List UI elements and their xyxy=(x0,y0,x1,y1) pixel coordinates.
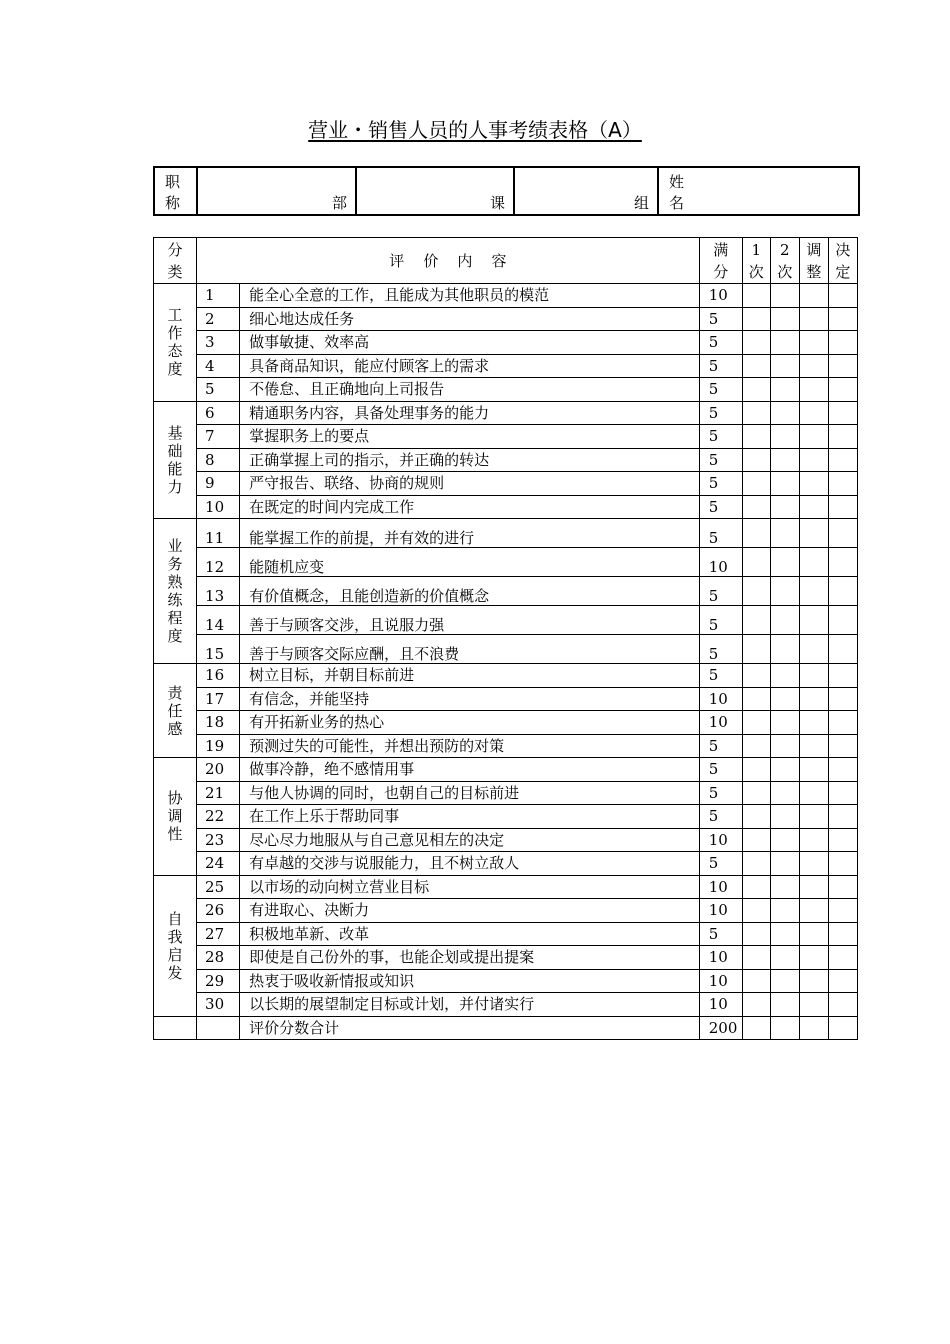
second-eval-cell[interactable] xyxy=(770,635,799,664)
full-score: 5 xyxy=(699,519,742,548)
item-number: 27 xyxy=(197,922,240,946)
decision-cell[interactable] xyxy=(828,969,857,993)
adjust-cell[interactable] xyxy=(799,401,828,425)
item-number: 29 xyxy=(197,969,240,993)
item-number: 19 xyxy=(197,734,240,758)
first-eval-cell[interactable] xyxy=(742,805,770,829)
second-eval-cell[interactable] xyxy=(770,899,799,923)
item-text: 不倦怠、且正确地向上司报告 xyxy=(240,378,700,402)
table-row xyxy=(154,284,858,308)
decision-cell[interactable] xyxy=(828,519,857,548)
second-eval-cell[interactable] xyxy=(770,805,799,829)
item-text: 能全心全意的工作，且能成为其他职员的模范 xyxy=(240,284,700,308)
first-eval-cell[interactable] xyxy=(742,548,770,577)
first-eval-cell[interactable] xyxy=(742,472,770,496)
full-score: 5 xyxy=(699,354,742,378)
decision-cell[interactable] xyxy=(828,899,857,923)
second-eval-cell[interactable] xyxy=(770,548,799,577)
adjust-cell[interactable] xyxy=(799,875,828,899)
item-text: 与他人协调的同时，也朝自己的目标前进 xyxy=(240,781,700,805)
total-score: 200 xyxy=(699,1016,742,1040)
full-score: 5 xyxy=(699,448,742,472)
decision-cell[interactable] xyxy=(828,781,857,805)
category-cell xyxy=(154,875,197,1016)
full-score: 5 xyxy=(699,606,742,635)
adjust-cell[interactable] xyxy=(799,635,828,664)
category-cell xyxy=(154,664,197,758)
category-char: 态 xyxy=(167,342,183,361)
adjust-cell[interactable] xyxy=(799,425,828,449)
first-eval-cell[interactable] xyxy=(742,922,770,946)
table-row xyxy=(154,946,858,970)
full-score: 5 xyxy=(699,805,742,829)
item-number: 6 xyxy=(197,401,240,425)
full-score: 5 xyxy=(699,852,742,876)
second-eval-cell[interactable] xyxy=(770,519,799,548)
category-char: 感 xyxy=(167,719,183,738)
first-eval-cell[interactable] xyxy=(742,993,770,1017)
item-text: 有卓越的交涉与说服能力，且不树立敌人 xyxy=(240,852,700,876)
position-label: 职 称 xyxy=(154,167,197,215)
header-full-score: 满 分 xyxy=(699,238,742,284)
item-number: 10 xyxy=(197,495,240,519)
item-number: 12 xyxy=(197,548,240,577)
full-score: 10 xyxy=(699,946,742,970)
table-row xyxy=(154,635,858,664)
second-eval-cell[interactable] xyxy=(770,401,799,425)
item-number: 3 xyxy=(197,331,240,355)
group-field[interactable]: 组 xyxy=(514,167,658,215)
category-char: 练 xyxy=(167,591,183,609)
form-title: 营业・销售人员的人事考绩表格（A） xyxy=(308,118,642,142)
decision-cell[interactable] xyxy=(828,401,857,425)
first-eval-cell[interactable] xyxy=(742,519,770,548)
decision-cell[interactable] xyxy=(828,495,857,519)
item-text: 以市场的动向树立营业目标 xyxy=(240,875,700,899)
full-score: 10 xyxy=(699,711,742,735)
category-char: 我 xyxy=(167,927,183,946)
item-text: 有开拓新业务的热心 xyxy=(240,711,700,735)
first-eval-cell[interactable] xyxy=(742,378,770,402)
first-eval-cell[interactable] xyxy=(742,307,770,331)
item-number: 25 xyxy=(197,875,240,899)
second-eval-cell[interactable] xyxy=(770,664,799,688)
item-number: 4 xyxy=(197,354,240,378)
second-eval-cell[interactable] xyxy=(770,331,799,355)
item-number: 11 xyxy=(197,519,240,548)
category-cell xyxy=(154,401,197,519)
item-text: 善于与顾客交际应酬，且不浪费 xyxy=(240,635,700,664)
second-eval-cell[interactable] xyxy=(770,448,799,472)
item-number: 7 xyxy=(197,425,240,449)
adjust-cell[interactable] xyxy=(799,758,828,782)
second-eval-cell[interactable] xyxy=(770,758,799,782)
decision-cell[interactable] xyxy=(828,635,857,664)
adjust-cell[interactable] xyxy=(799,664,828,688)
category-char: 能 xyxy=(167,459,183,478)
item-number: 23 xyxy=(197,828,240,852)
first-eval-cell[interactable] xyxy=(742,606,770,635)
item-number: 26 xyxy=(197,899,240,923)
employee-info-table xyxy=(153,166,860,216)
item-text: 能掌握工作的前提，并有效的进行 xyxy=(240,519,700,548)
table-row xyxy=(154,687,858,711)
second-eval-cell[interactable] xyxy=(770,425,799,449)
adjust-cell[interactable] xyxy=(799,711,828,735)
category-char: 度 xyxy=(167,360,183,379)
adjust-cell[interactable] xyxy=(799,734,828,758)
decision-cell[interactable] xyxy=(828,577,857,606)
decision-cell[interactable] xyxy=(828,354,857,378)
total-number-cell xyxy=(197,1016,240,1040)
first-eval-cell[interactable] xyxy=(742,401,770,425)
table-row xyxy=(154,519,858,548)
table-row xyxy=(154,354,858,378)
adjust-cell[interactable] xyxy=(799,899,828,923)
full-score: 5 xyxy=(699,495,742,519)
full-score: 5 xyxy=(699,425,742,449)
full-score: 10 xyxy=(699,828,742,852)
category-char: 基 xyxy=(167,423,183,442)
second-eval-cell[interactable] xyxy=(770,284,799,308)
adjust-cell[interactable] xyxy=(799,852,828,876)
table-row xyxy=(154,875,858,899)
table-row xyxy=(154,758,858,782)
decision-cell[interactable] xyxy=(828,922,857,946)
table-row xyxy=(154,734,858,758)
adjust-cell[interactable] xyxy=(799,946,828,970)
decision-cell[interactable] xyxy=(828,284,857,308)
adjust-cell[interactable] xyxy=(799,606,828,635)
category-cell xyxy=(154,284,197,402)
second-eval-cell[interactable] xyxy=(770,969,799,993)
item-text: 热衷于吸收新情报或知识 xyxy=(240,969,700,993)
category-char: 启 xyxy=(167,945,183,964)
decision-cell[interactable] xyxy=(828,711,857,735)
first-eval-cell[interactable] xyxy=(742,664,770,688)
item-number: 13 xyxy=(197,577,240,606)
first-eval-cell[interactable] xyxy=(742,852,770,876)
item-text: 有进取心、决断力 xyxy=(240,899,700,923)
decision-cell[interactable] xyxy=(828,378,857,402)
category-char: 发 xyxy=(167,963,183,982)
second-eval-cell[interactable] xyxy=(770,606,799,635)
second-eval-cell[interactable] xyxy=(770,354,799,378)
adjust-cell[interactable] xyxy=(799,472,828,496)
item-text: 精通职务内容，具备处理事务的能力 xyxy=(240,401,700,425)
category-char: 度 xyxy=(167,627,183,645)
adjust-total[interactable] xyxy=(799,1016,828,1040)
item-text: 预测过失的可能性，并想出预防的对策 xyxy=(240,734,700,758)
second-eval-cell[interactable] xyxy=(770,852,799,876)
decision-cell[interactable] xyxy=(828,805,857,829)
table-row xyxy=(154,448,858,472)
item-number: 5 xyxy=(197,378,240,402)
full-score: 5 xyxy=(699,734,742,758)
first-eval-cell[interactable] xyxy=(742,758,770,782)
table-row xyxy=(154,664,858,688)
category-char: 工 xyxy=(167,306,183,325)
item-text: 做事冷静，绝不感情用事 xyxy=(240,758,700,782)
item-number: 17 xyxy=(197,687,240,711)
adjust-cell[interactable] xyxy=(799,577,828,606)
first-eval-total[interactable] xyxy=(742,1016,770,1040)
table-row xyxy=(154,425,858,449)
full-score: 10 xyxy=(699,969,742,993)
first-eval-cell[interactable] xyxy=(742,284,770,308)
full-score: 5 xyxy=(699,472,742,496)
category-char: 责 xyxy=(167,683,183,702)
header-decision: 决 定 xyxy=(828,238,857,284)
decision-cell[interactable] xyxy=(828,548,857,577)
second-eval-cell[interactable] xyxy=(770,577,799,606)
item-number: 24 xyxy=(197,852,240,876)
table-row xyxy=(154,711,858,735)
header-second: 2 次 xyxy=(770,238,799,284)
table-row xyxy=(154,993,858,1017)
item-text: 掌握职务上的要点 xyxy=(240,425,700,449)
item-number: 22 xyxy=(197,805,240,829)
table-row xyxy=(154,548,858,577)
category-char: 熟 xyxy=(167,573,183,591)
second-eval-cell[interactable] xyxy=(770,993,799,1017)
adjust-cell[interactable] xyxy=(799,805,828,829)
full-score: 10 xyxy=(699,548,742,577)
full-score: 10 xyxy=(699,284,742,308)
first-eval-cell[interactable] xyxy=(742,577,770,606)
adjust-cell[interactable] xyxy=(799,448,828,472)
first-eval-cell[interactable] xyxy=(742,495,770,519)
second-eval-cell[interactable] xyxy=(770,828,799,852)
table-row xyxy=(154,307,858,331)
item-number: 9 xyxy=(197,472,240,496)
first-eval-cell[interactable] xyxy=(742,425,770,449)
adjust-cell[interactable] xyxy=(799,378,828,402)
second-eval-cell[interactable] xyxy=(770,875,799,899)
table-row xyxy=(154,331,858,355)
category-char: 程 xyxy=(167,609,183,627)
first-eval-cell[interactable] xyxy=(742,711,770,735)
second-eval-cell[interactable] xyxy=(770,711,799,735)
decision-total[interactable] xyxy=(828,1016,857,1040)
item-number: 16 xyxy=(197,664,240,688)
category-cell xyxy=(154,519,197,664)
decision-cell[interactable] xyxy=(828,472,857,496)
total-label: 评价分数合计 xyxy=(240,1016,700,1040)
table-row xyxy=(154,401,858,425)
item-number: 14 xyxy=(197,606,240,635)
second-eval-cell[interactable] xyxy=(770,307,799,331)
first-eval-cell[interactable] xyxy=(742,331,770,355)
table-row xyxy=(154,922,858,946)
full-score: 5 xyxy=(699,577,742,606)
table-row xyxy=(154,899,858,923)
decision-cell[interactable] xyxy=(828,946,857,970)
item-text: 严守报告、联络、协商的规则 xyxy=(240,472,700,496)
category-cell xyxy=(154,758,197,876)
full-score: 5 xyxy=(699,635,742,664)
total-category-cell xyxy=(154,1016,197,1040)
section-field[interactable]: 课 xyxy=(356,167,514,215)
decision-cell[interactable] xyxy=(828,307,857,331)
full-score: 5 xyxy=(699,781,742,805)
first-eval-cell[interactable] xyxy=(742,969,770,993)
category-char: 自 xyxy=(167,909,183,928)
item-text: 在既定的时间内完成工作 xyxy=(240,495,700,519)
decision-cell[interactable] xyxy=(828,606,857,635)
adjust-cell[interactable] xyxy=(799,495,828,519)
table-row xyxy=(154,378,858,402)
full-score: 10 xyxy=(699,687,742,711)
second-eval-cell[interactable] xyxy=(770,472,799,496)
full-score: 5 xyxy=(699,331,742,355)
second-eval-cell[interactable] xyxy=(770,781,799,805)
full-score: 5 xyxy=(699,664,742,688)
item-text: 即使是自己份外的事，也能企划或提出提案 xyxy=(240,946,700,970)
table-row xyxy=(154,805,858,829)
adjust-cell[interactable] xyxy=(799,307,828,331)
adjust-cell[interactable] xyxy=(799,781,828,805)
category-char: 务 xyxy=(167,555,183,573)
second-eval-cell[interactable] xyxy=(770,922,799,946)
first-eval-cell[interactable] xyxy=(742,828,770,852)
category-char: 协 xyxy=(167,789,183,808)
first-eval-cell[interactable] xyxy=(742,946,770,970)
decision-cell[interactable] xyxy=(828,448,857,472)
item-text: 在工作上乐于帮助同事 xyxy=(240,805,700,829)
total-row xyxy=(154,1016,858,1040)
table-row xyxy=(154,969,858,993)
second-eval-cell[interactable] xyxy=(770,734,799,758)
item-number: 28 xyxy=(197,946,240,970)
category-char: 性 xyxy=(167,825,183,844)
name-field[interactable]: 姓 名 xyxy=(669,173,685,212)
header-content: 评 价 内 容 xyxy=(197,238,700,284)
item-number: 15 xyxy=(197,635,240,664)
first-eval-cell[interactable] xyxy=(742,687,770,711)
category-char: 业 xyxy=(167,537,183,555)
table-row xyxy=(154,495,858,519)
first-eval-cell[interactable] xyxy=(742,354,770,378)
adjust-cell[interactable] xyxy=(799,969,828,993)
adjust-cell[interactable] xyxy=(799,548,828,577)
full-score: 5 xyxy=(699,401,742,425)
full-score: 5 xyxy=(699,922,742,946)
first-eval-cell[interactable] xyxy=(742,635,770,664)
adjust-cell[interactable] xyxy=(799,993,828,1017)
item-number: 30 xyxy=(197,993,240,1017)
full-score: 5 xyxy=(699,307,742,331)
decision-cell[interactable] xyxy=(828,331,857,355)
dept-field[interactable]: 部 xyxy=(197,167,356,215)
adjust-cell[interactable] xyxy=(799,519,828,548)
item-number: 2 xyxy=(197,307,240,331)
category-char: 础 xyxy=(167,441,183,460)
full-score: 5 xyxy=(699,758,742,782)
item-text: 能随机应变 xyxy=(240,548,700,577)
item-text: 树立目标，并朝目标前进 xyxy=(240,664,700,688)
first-eval-cell[interactable] xyxy=(742,875,770,899)
item-number: 20 xyxy=(197,758,240,782)
decision-cell[interactable] xyxy=(828,664,857,688)
full-score: 10 xyxy=(699,993,742,1017)
decision-cell[interactable] xyxy=(828,425,857,449)
decision-cell[interactable] xyxy=(828,828,857,852)
table-row xyxy=(154,606,858,635)
category-char: 作 xyxy=(167,324,183,343)
category-char: 任 xyxy=(167,701,183,720)
item-text: 以长期的展望制定目标或计划，并付诸实行 xyxy=(240,993,700,1017)
item-number: 1 xyxy=(197,284,240,308)
first-eval-cell[interactable] xyxy=(742,448,770,472)
item-text: 尽心尽力地服从与自己意见相左的决定 xyxy=(240,828,700,852)
adjust-cell[interactable] xyxy=(799,331,828,355)
table-row xyxy=(154,472,858,496)
first-eval-cell[interactable] xyxy=(742,781,770,805)
item-text: 善于与顾客交涉，且说服力强 xyxy=(240,606,700,635)
second-eval-cell[interactable] xyxy=(770,378,799,402)
item-text: 积极地革新、改革 xyxy=(240,922,700,946)
table-row xyxy=(154,852,858,876)
item-text: 细心地达成任务 xyxy=(240,307,700,331)
item-text: 有信念，并能坚持 xyxy=(240,687,700,711)
decision-cell[interactable] xyxy=(828,852,857,876)
full-score: 10 xyxy=(699,875,742,899)
second-eval-cell[interactable] xyxy=(770,687,799,711)
first-eval-cell[interactable] xyxy=(742,734,770,758)
item-text: 有价值概念，且能创造新的价值概念 xyxy=(240,577,700,606)
decision-cell[interactable] xyxy=(828,875,857,899)
item-text: 具备商品知识，能应付顾客上的需求 xyxy=(240,354,700,378)
header-first: 1 次 xyxy=(742,238,770,284)
item-number: 18 xyxy=(197,711,240,735)
category-char: 调 xyxy=(167,807,183,826)
full-score: 10 xyxy=(699,899,742,923)
second-eval-total[interactable] xyxy=(770,1016,799,1040)
adjust-cell[interactable] xyxy=(799,354,828,378)
first-eval-cell[interactable] xyxy=(742,899,770,923)
item-text: 做事敏捷、效率高 xyxy=(240,331,700,355)
second-eval-cell[interactable] xyxy=(770,946,799,970)
adjust-cell[interactable] xyxy=(799,828,828,852)
header-row xyxy=(154,238,858,284)
table-row xyxy=(154,577,858,606)
adjust-cell[interactable] xyxy=(799,922,828,946)
table-row xyxy=(154,828,858,852)
header-adjust: 调 整 xyxy=(799,238,828,284)
decision-cell[interactable] xyxy=(828,734,857,758)
header-category: 分 类 xyxy=(154,238,197,284)
decision-cell[interactable] xyxy=(828,993,857,1017)
second-eval-cell[interactable] xyxy=(770,495,799,519)
evaluation-table xyxy=(153,237,858,1040)
adjust-cell[interactable] xyxy=(799,284,828,308)
table-row xyxy=(154,781,858,805)
adjust-cell[interactable] xyxy=(799,687,828,711)
category-char: 力 xyxy=(167,477,183,496)
full-score: 5 xyxy=(699,378,742,402)
decision-cell[interactable] xyxy=(828,758,857,782)
decision-cell[interactable] xyxy=(828,687,857,711)
item-text: 正确掌握上司的指示，并正确的转达 xyxy=(240,448,700,472)
item-number: 21 xyxy=(197,781,240,805)
item-number: 8 xyxy=(197,448,240,472)
